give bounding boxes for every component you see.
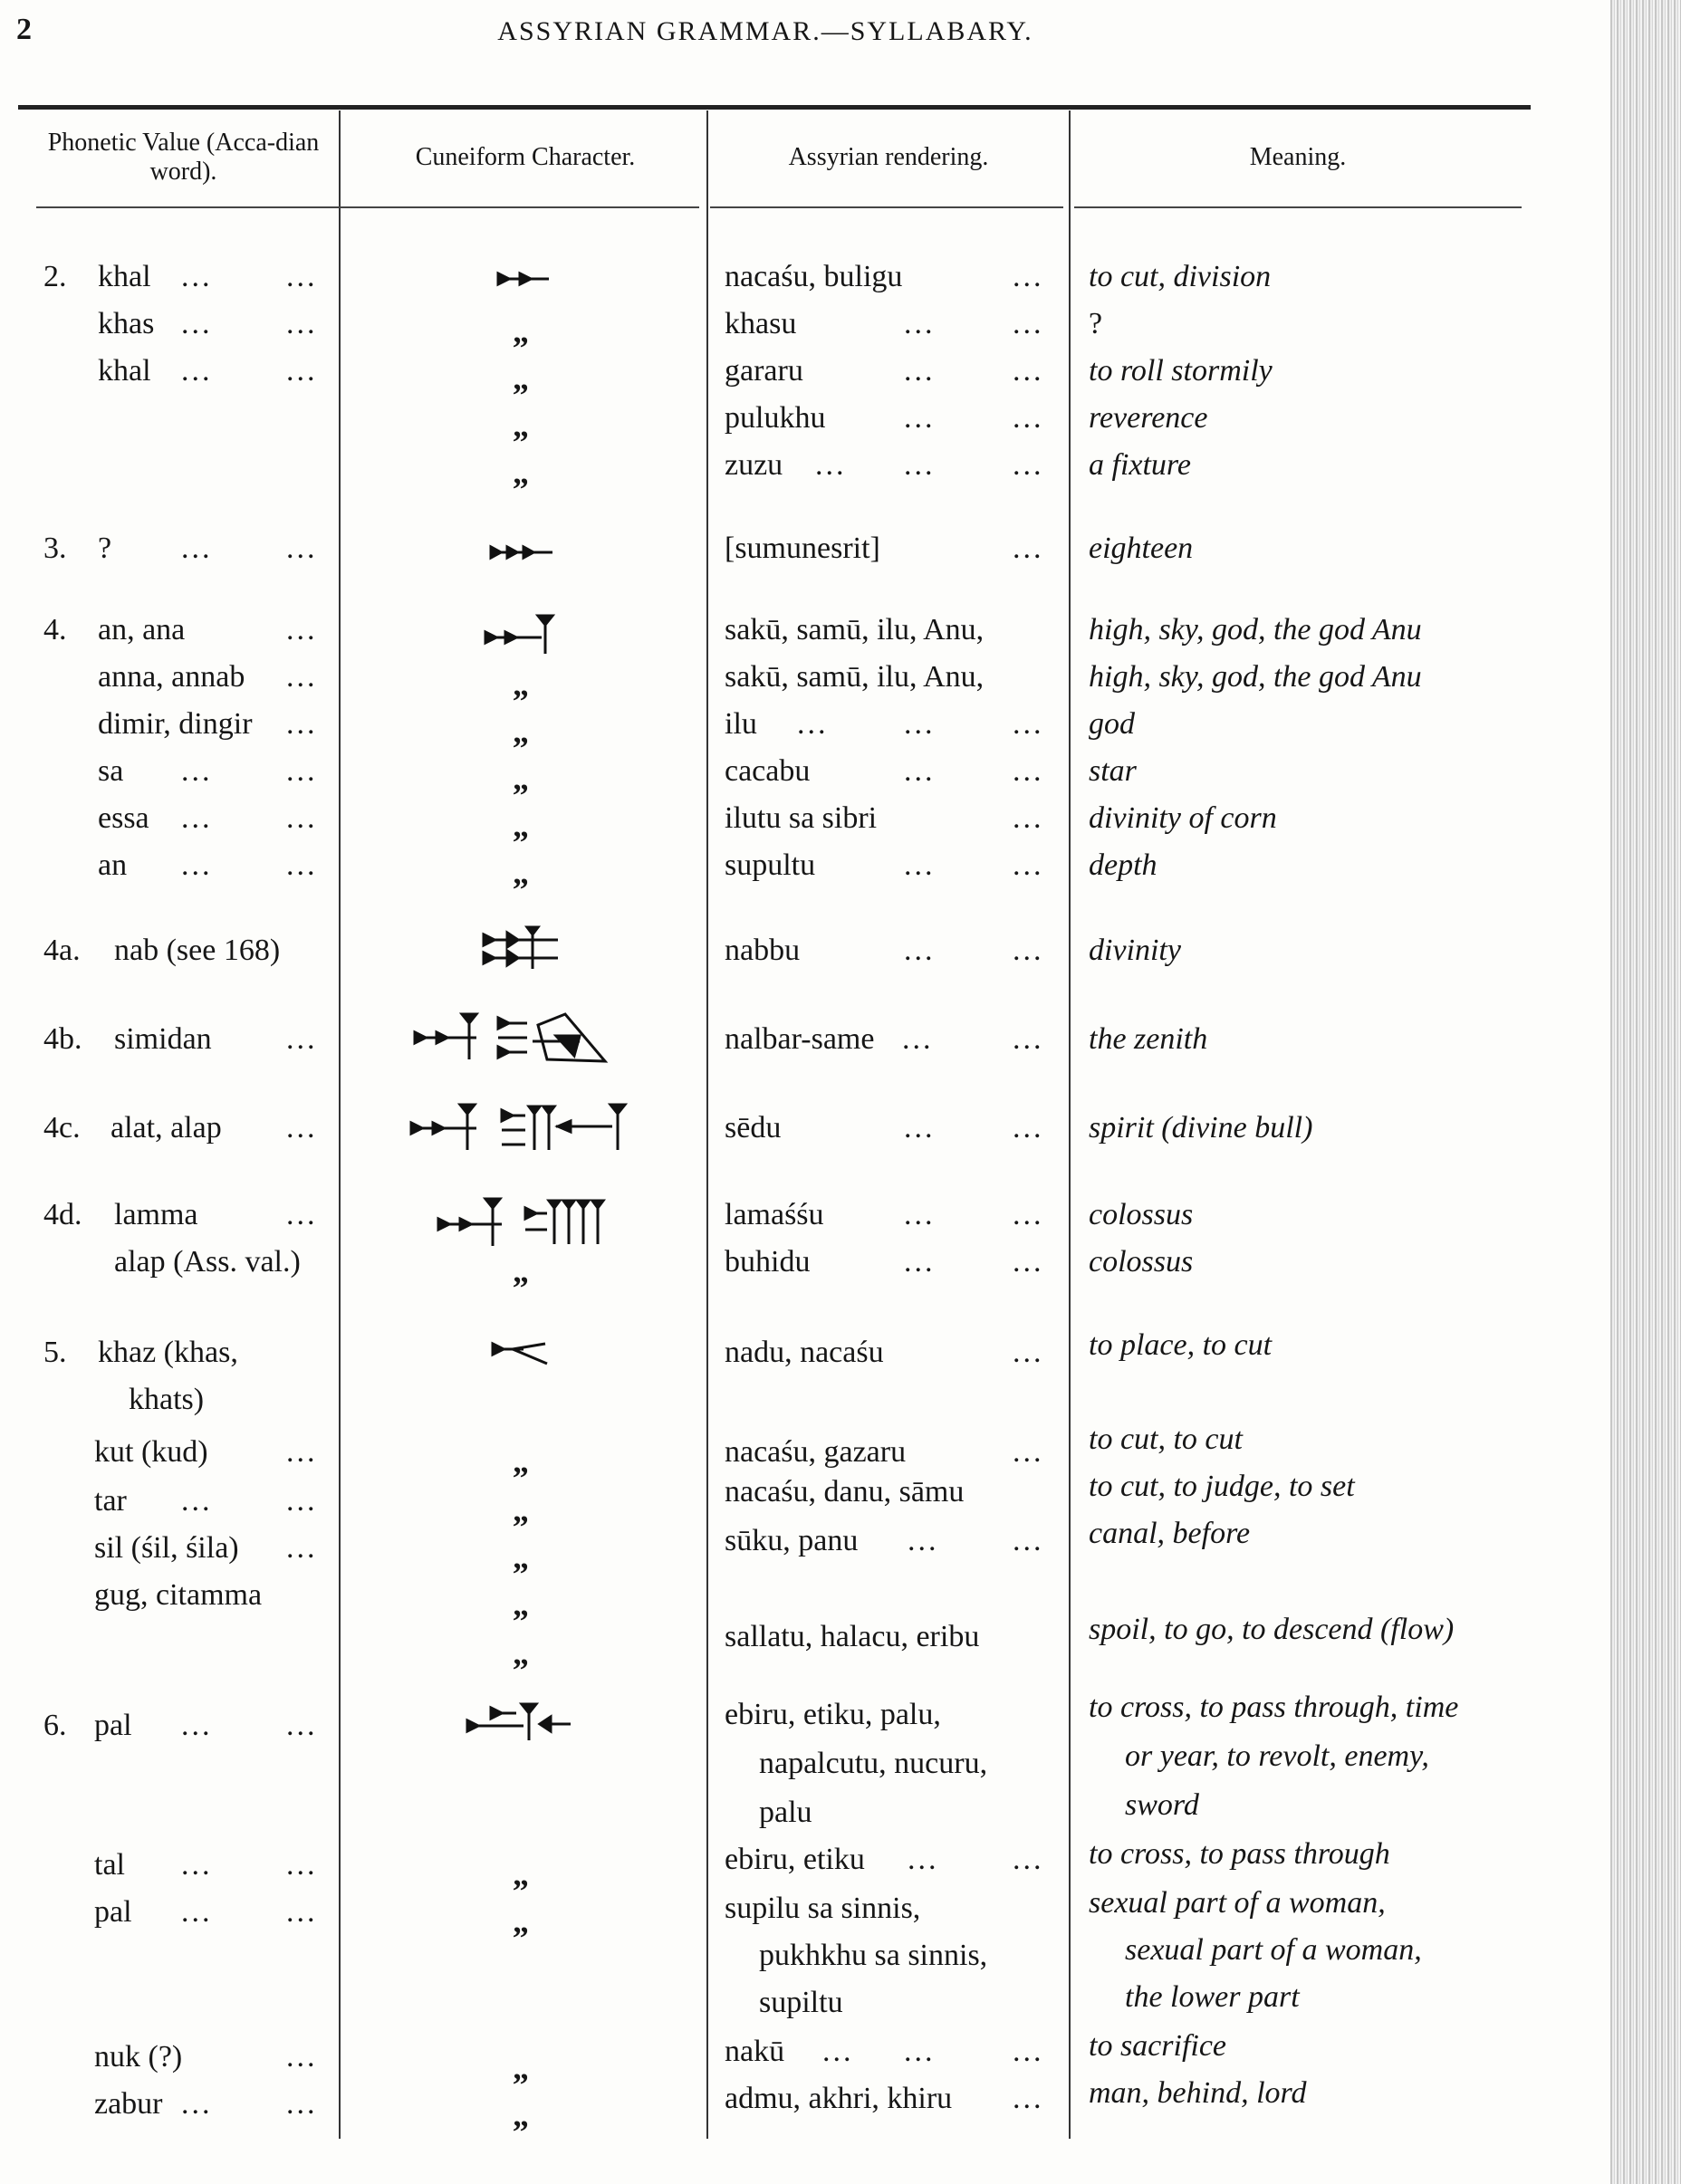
assyrian-rendering: sēdu	[725, 1111, 782, 1145]
ellipsis: ...	[904, 848, 936, 882]
meaning: to roll stormily	[1089, 354, 1273, 388]
meaning: god	[1089, 707, 1135, 741]
phonetic-value: nab (see 168)	[114, 934, 281, 967]
ellipsis: ...	[1013, 1435, 1044, 1469]
assyrian-rendering: ebiru, etiku, palu,	[725, 1698, 941, 1731]
entry-number: 4.	[43, 613, 67, 647]
assyrian-rendering: admu, akhri, khiru	[725, 2082, 953, 2115]
assyrian-rendering: nacaśu, gazaru	[725, 1435, 907, 1469]
phonetic-value: essa	[98, 801, 149, 835]
entry-number: 4a.	[43, 934, 81, 967]
meaning: colossus	[1089, 1245, 1194, 1279]
ellipsis: ...	[822, 2035, 854, 2068]
assyrian-rendering: sakū, samū, ilu, Anu,	[725, 613, 985, 647]
ellipsis: ...	[181, 307, 213, 340]
ellipsis: ...	[1013, 1524, 1044, 1557]
cuneiform-sign-icon	[435, 1193, 607, 1250]
cuneiform-sign-icon	[464, 1700, 578, 1744]
phonetic-value: zabur	[94, 2087, 163, 2121]
phonetic-value: dimir, dingir	[98, 707, 253, 741]
header-rule-1	[36, 206, 699, 208]
ellipsis: ...	[286, 354, 318, 388]
ditto-mark: „	[513, 407, 529, 444]
assyrian-rendering: lamaśśu	[725, 1198, 824, 1231]
ellipsis: ...	[181, 1895, 213, 1929]
meaning: sexual part of a woman,	[1125, 1933, 1422, 1967]
ellipsis: ...	[1013, 307, 1044, 340]
meaning: to cut, to judge, to set	[1089, 1470, 1355, 1503]
assyrian-rendering: pukhkhu sa sinnis,	[759, 1939, 988, 1972]
ellipsis: ...	[286, 1848, 318, 1882]
ellipsis: ...	[904, 307, 936, 340]
assyrian-rendering: nacaśu, danu, sāmu	[725, 1475, 965, 1509]
phonetic-value: tal	[94, 1848, 125, 1882]
ellipsis: ...	[286, 2087, 318, 2121]
ellipsis: ...	[286, 1709, 318, 1742]
ellipsis: ...	[286, 2040, 318, 2074]
phonetic-value: nuk (?)	[94, 2040, 183, 2074]
header-meaning: Meaning.	[1249, 143, 1347, 171]
ellipsis: ...	[1013, 1336, 1044, 1369]
assyrian-rendering: nacaśu, buligu	[725, 260, 903, 293]
meaning: divinity of corn	[1089, 801, 1277, 835]
ellipsis: ...	[1013, 1245, 1044, 1279]
ellipsis: ...	[286, 1198, 318, 1231]
phonetic-value: tar	[94, 1484, 127, 1518]
ellipsis: ...	[181, 260, 213, 293]
meaning: to cross, to pass through, time	[1089, 1691, 1459, 1724]
header-phonetic: Phonetic Value (Acca-dian word).	[47, 129, 320, 186]
ellipsis: ...	[286, 1435, 318, 1469]
ellipsis: ...	[797, 707, 829, 741]
ellipsis: ...	[1013, 801, 1044, 835]
phonetic-value: an	[98, 848, 128, 882]
meaning: or year, to revolt, enemy,	[1125, 1739, 1429, 1773]
phonetic-value: khal	[98, 260, 151, 293]
ellipsis: ...	[1013, 707, 1044, 741]
phonetic-value: pal	[94, 1709, 132, 1742]
ellipsis: ...	[908, 1524, 939, 1557]
meaning: spoil, to go, to descend (flow)	[1089, 1613, 1455, 1646]
ellipsis: ...	[286, 613, 318, 647]
meaning: to cross, to pass through	[1089, 1837, 1390, 1871]
assyrian-rendering: ilu	[725, 707, 757, 741]
assyrian-rendering: [sumunesrit]	[725, 532, 880, 565]
cuneiform-sign-icon	[496, 268, 551, 290]
meaning: man, behind, lord	[1089, 2076, 1307, 2110]
ditto-mark: „	[513, 1539, 529, 1576]
entry-number: 4d.	[43, 1198, 82, 1231]
assyrian-rendering: supiltu	[759, 1986, 843, 2019]
ellipsis: ...	[904, 354, 936, 388]
assyrian-rendering: khasu	[725, 307, 797, 340]
phonetic-value: alap (Ass. val.)	[114, 1245, 301, 1279]
ellipsis: ...	[904, 1111, 936, 1145]
phonetic-value: an, ana	[98, 613, 186, 647]
phonetic-value: simidan	[114, 1022, 212, 1056]
ellipsis: ...	[1013, 1843, 1044, 1876]
ellipsis: ...	[181, 1484, 213, 1518]
meaning: sword	[1125, 1788, 1199, 1822]
meaning: to cut, to cut	[1089, 1422, 1243, 1456]
ellipsis: ...	[1013, 934, 1044, 967]
entry-number: 5.	[43, 1336, 67, 1369]
ellipsis: ...	[1013, 848, 1044, 882]
assyrian-rendering: ilutu sa sibri	[725, 801, 878, 835]
phonetic-value: lamma	[114, 1198, 198, 1231]
cuneiform-sign-icon	[484, 612, 565, 657]
ellipsis: ...	[181, 801, 213, 835]
ditto-mark: „	[513, 2097, 529, 2133]
ellipsis: ...	[286, 1895, 318, 1929]
assyrian-rendering: gararu	[725, 354, 803, 388]
ditto-mark: „	[513, 360, 529, 397]
entry-number: 4b.	[43, 1022, 82, 1056]
ditto-mark: „	[513, 666, 529, 703]
running-head: ASSYRIAN GRAMMAR.—SYLLABARY.	[497, 16, 1033, 46]
ditto-mark: „	[513, 1903, 529, 1940]
cuneiform-sign-icon	[480, 924, 562, 974]
meaning: spirit (divine bull)	[1089, 1111, 1313, 1145]
meaning: divinity	[1089, 934, 1181, 967]
ellipsis: ...	[286, 754, 318, 788]
meaning: ?	[1089, 307, 1103, 340]
phonetic-value: alat, alap	[110, 1111, 222, 1145]
ellipsis: ...	[815, 448, 847, 482]
ellipsis: ...	[1013, 532, 1044, 565]
assyrian-rendering: nabbu	[725, 934, 801, 967]
ellipsis: ...	[286, 707, 318, 741]
meaning: eighteen	[1089, 532, 1194, 565]
entry-number: 4c.	[43, 1111, 81, 1145]
ellipsis: ...	[181, 1848, 213, 1882]
ellipsis: ...	[286, 1111, 318, 1145]
ditto-mark: „	[513, 808, 529, 844]
page-edge	[1610, 0, 1681, 2184]
column-divider-3	[1069, 110, 1071, 2139]
phonetic-value: anna, annab	[98, 660, 245, 694]
ditto-mark: „	[513, 1635, 529, 1672]
ditto-mark: „	[513, 1856, 529, 1892]
assyrian-rendering: sūku, panu	[725, 1524, 859, 1557]
meaning: depth	[1089, 848, 1157, 882]
ditto-mark: „	[513, 855, 529, 891]
phonetic-value: khas	[98, 307, 155, 340]
meaning: to cut, division	[1089, 260, 1272, 293]
meaning: the lower part	[1125, 1980, 1300, 2014]
meaning: colossus	[1089, 1198, 1194, 1231]
ellipsis: ...	[902, 1022, 934, 1056]
assyrian-rendering: zuzu	[725, 448, 783, 482]
meaning: high, sky, god, the god Anu	[1089, 660, 1422, 694]
ellipsis: ...	[286, 848, 318, 882]
ellipsis: ...	[181, 2087, 213, 2121]
meaning: to place, to cut	[1089, 1328, 1273, 1362]
phonetic-value: khaz (khas,	[98, 1336, 238, 1369]
ellipsis: ...	[904, 1245, 936, 1279]
ellipsis: ...	[181, 754, 213, 788]
meaning: a fixture	[1089, 448, 1191, 482]
header-rule-3	[1074, 206, 1522, 208]
ellipsis: ...	[904, 401, 936, 435]
ellipsis: ...	[1013, 401, 1044, 435]
assyrian-rendering: supultu	[725, 848, 816, 882]
meaning: high, sky, god, the god Anu	[1089, 613, 1422, 647]
ditto-mark: „	[513, 761, 529, 797]
assyrian-rendering: palu	[759, 1796, 812, 1829]
column-divider-2	[706, 110, 708, 2139]
ditto-mark: „	[513, 313, 529, 350]
assyrian-rendering: supilu sa sinnis,	[725, 1892, 921, 1925]
ellipsis: ...	[1013, 1198, 1044, 1231]
assyrian-rendering: pulukhu	[725, 401, 826, 435]
ellipsis: ...	[904, 934, 936, 967]
ellipsis: ...	[286, 260, 318, 293]
ellipsis: ...	[181, 354, 213, 388]
ellipsis: ...	[904, 1198, 936, 1231]
ellipsis: ...	[1013, 448, 1044, 482]
assyrian-rendering: nadu, nacaśu	[725, 1336, 884, 1369]
ellipsis: ...	[1013, 754, 1044, 788]
ellipsis: ...	[286, 1022, 318, 1056]
ditto-mark: „	[513, 2050, 529, 2086]
assyrian-rendering: napalcutu, nucuru,	[759, 1747, 988, 1780]
meaning: the zenith	[1089, 1022, 1208, 1056]
ellipsis: ...	[904, 754, 936, 788]
assyrian-rendering: nakū	[725, 2035, 785, 2068]
ellipsis: ...	[286, 532, 318, 565]
ellipsis: ...	[904, 448, 936, 482]
assyrian-rendering: sakū, samū, ilu, Anu,	[725, 660, 985, 694]
ditto-mark: „	[513, 455, 529, 491]
phonetic-value: sil (śil, śila)	[94, 1531, 239, 1565]
header-assyrian: Assyrian rendering.	[788, 143, 989, 171]
assyrian-rendering: sallatu, halacu, eribu	[725, 1620, 980, 1653]
ellipsis: ...	[1013, 260, 1044, 293]
cuneiform-sign-icon	[411, 1009, 629, 1067]
ellipsis: ...	[904, 2035, 936, 2068]
header-cuneiform: Cuneiform Character.	[415, 143, 636, 171]
ellipsis: ...	[286, 1484, 318, 1518]
phonetic-value: khal	[98, 354, 151, 388]
meaning: star	[1089, 754, 1137, 788]
ellipsis: ...	[1013, 1111, 1044, 1145]
ditto-mark: „	[513, 1443, 529, 1480]
ellipsis: ...	[181, 1709, 213, 1742]
ellipsis: ...	[904, 707, 936, 741]
ellipsis: ...	[286, 660, 318, 694]
ditto-mark: „	[513, 1253, 529, 1289]
ellipsis: ...	[181, 848, 213, 882]
ellipsis: ...	[286, 1531, 318, 1565]
entry-number: 3.	[43, 532, 67, 565]
cuneiform-sign-icon	[491, 1338, 551, 1365]
ellipsis: ...	[286, 307, 318, 340]
entry-number: 2.	[43, 260, 67, 293]
top-rule	[18, 105, 1531, 110]
ditto-mark: „	[513, 1586, 529, 1623]
phonetic-value: gug, citamma	[94, 1578, 263, 1612]
ditto-mark: „	[513, 1492, 529, 1528]
ellipsis: ...	[181, 532, 213, 565]
phonetic-value-continued: khats)	[129, 1383, 205, 1416]
ellipsis: ...	[1013, 354, 1044, 388]
phonetic-value: pal	[94, 1895, 132, 1929]
ellipsis: ...	[1013, 1022, 1044, 1056]
cuneiform-sign-icon	[489, 541, 554, 563]
ellipsis: ...	[286, 801, 318, 835]
ellipsis: ...	[908, 1843, 939, 1876]
meaning: to sacrifice	[1089, 2029, 1227, 2063]
header-rule-2	[710, 206, 1063, 208]
page-number: 2	[16, 13, 32, 46]
ellipsis: ...	[1013, 2035, 1044, 2068]
meaning: canal, before	[1089, 1517, 1251, 1550]
ditto-mark: „	[513, 714, 529, 750]
phonetic-value: sa	[98, 754, 124, 788]
assyrian-rendering: buhidu	[725, 1245, 811, 1279]
meaning: reverence	[1089, 401, 1208, 435]
assyrian-rendering: nalbar-same	[725, 1022, 875, 1056]
column-divider-1	[339, 110, 341, 2139]
ellipsis: ...	[1013, 2082, 1044, 2115]
cuneiform-sign-icon	[408, 1099, 634, 1154]
entry-number: 6.	[43, 1709, 67, 1742]
phonetic-value: kut (kud)	[94, 1435, 208, 1469]
assyrian-rendering: ebiru, etiku	[725, 1843, 865, 1876]
phonetic-value: ?	[98, 532, 112, 565]
assyrian-rendering: cacabu	[725, 754, 811, 788]
meaning: sexual part of a woman,	[1089, 1886, 1386, 1920]
